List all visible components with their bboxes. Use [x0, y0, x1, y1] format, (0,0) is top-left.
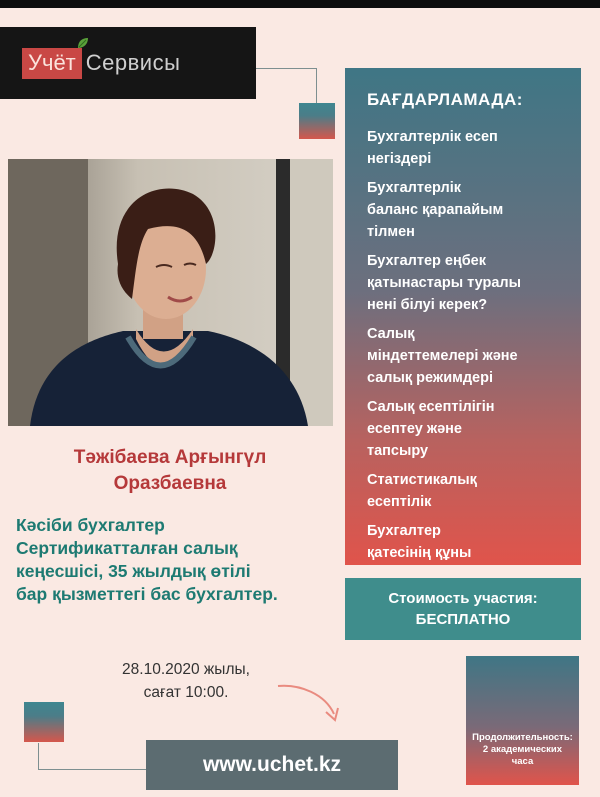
- logo-word2: Сервисы: [85, 50, 181, 75]
- program-item: [367, 323, 567, 389]
- top-bar: [0, 0, 600, 8]
- program-item-line: Бухгалтер еңбек: [367, 253, 487, 269]
- program-item-line: есептілік: [367, 494, 432, 510]
- program-item-line: нені білуі керек?: [367, 297, 488, 313]
- program-item: [367, 177, 567, 243]
- program-item-line: Салық: [367, 326, 415, 342]
- program-title: БАҒДАРЛАМАДА:: [367, 90, 523, 109]
- cost-box: [345, 578, 581, 640]
- duration-label: Продолжительность:: [472, 732, 573, 743]
- logo-word1: Учёт: [28, 49, 76, 75]
- connector-line: [256, 68, 317, 103]
- speaker-description: [16, 514, 336, 606]
- description-line: бар қызметтегі бас бухгалтер.: [16, 584, 278, 604]
- program-item-line: Бухгалтерлік: [367, 180, 462, 196]
- description-line: Сертификатталған салық: [16, 538, 238, 558]
- duration-box: [466, 656, 579, 785]
- program-item-line: тілмен: [367, 224, 415, 240]
- cost-label: Стоимость участия:: [388, 590, 538, 607]
- speaker-name-line2: Оразбаевна: [113, 473, 227, 494]
- program-item-line: қатынастары туралы: [367, 275, 521, 291]
- logo-badge: [22, 48, 82, 79]
- program-item-line: қатесінің құны: [367, 545, 472, 561]
- program-item-line: есептеу және: [367, 421, 462, 437]
- description-line: кеңесшісі, 35 жылдық өтілі: [16, 561, 251, 581]
- connector-line: [38, 743, 147, 770]
- program-item-line: тапсыру: [367, 443, 429, 459]
- leaf-icon: [76, 36, 90, 50]
- duration-value: 2 академических: [482, 744, 563, 755]
- description-line: Кәсіби бухгалтер: [16, 515, 165, 535]
- program-item: [367, 126, 567, 170]
- event-date: 28.10.2020 жылы,: [122, 661, 250, 678]
- program-item-line: баланс қарапайым: [367, 202, 504, 218]
- program-item-line: Бухгалтер: [367, 523, 441, 539]
- curved-arrow-icon: [270, 676, 350, 726]
- program-item-line: салық режимдері: [367, 370, 493, 386]
- cost-value: БЕСПЛАТНО: [415, 611, 511, 628]
- program-item: [367, 396, 567, 462]
- speaker-name-line1: Тәжібаева Арғынгүл: [73, 447, 267, 468]
- program-item: [367, 520, 567, 564]
- speaker-name: [30, 445, 310, 497]
- program-item-line: Салық есептілігін: [367, 399, 495, 415]
- program-item-line: негіздері: [367, 151, 432, 167]
- event-time: сағат 10:00.: [143, 684, 229, 701]
- logo[interactable]: [0, 27, 256, 99]
- website-link[interactable]: www.uchet.kz: [146, 740, 398, 790]
- speaker-photo: [8, 159, 333, 426]
- decor-square: [24, 702, 64, 742]
- program-item: [367, 250, 567, 316]
- program-item: [367, 469, 567, 513]
- duration-unit: часа: [511, 756, 534, 767]
- event-datetime: [86, 658, 286, 704]
- program-item-line: Бухгалтерлік есеп: [367, 129, 498, 145]
- program-item-line: Статистикалық: [367, 472, 477, 488]
- program-item-line: міндеттемелері және: [367, 348, 518, 364]
- program-panel: [345, 68, 581, 565]
- decor-square: [299, 103, 335, 139]
